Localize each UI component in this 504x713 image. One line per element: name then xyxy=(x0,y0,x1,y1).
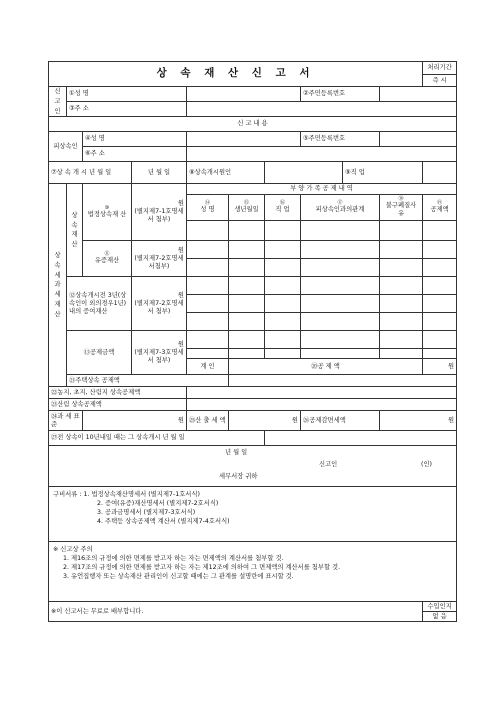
decedent-address-field[interactable] xyxy=(187,147,457,162)
forest-deduction-field[interactable] xyxy=(187,399,457,411)
deduction-amount-value[interactable]: 원 (별지제7-3호명세서 첨부) xyxy=(132,331,187,375)
dependent-cell[interactable] xyxy=(380,295,423,313)
dependent-cell[interactable] xyxy=(423,277,457,295)
legacy-estate-value[interactable]: 원 (별지제7-2호명세서첨부) xyxy=(132,241,187,277)
prior-inheritance-field[interactable] xyxy=(265,431,457,446)
dependent-cell[interactable] xyxy=(265,331,301,349)
dependent-cell[interactable] xyxy=(380,349,423,359)
deduction-amount-label: ⑬공제금액 xyxy=(67,331,132,375)
dependent-cell[interactable] xyxy=(301,221,380,241)
prior-inheritance-label: ㉗전 상속이 10년내일 때는 그 상속개시 년 월 일 xyxy=(49,431,265,446)
dependent-cell[interactable] xyxy=(423,241,457,259)
start-cause-label: ⑧상속개시원인 xyxy=(187,162,265,184)
forest-deduction-label: ㉓산림 상속공제액 xyxy=(49,399,187,411)
seal-mark[interactable]: (인) xyxy=(421,461,432,469)
dependent-cell[interactable] xyxy=(229,241,265,259)
revenue-stamp-value: 없 음 xyxy=(423,612,457,622)
dependent-cell[interactable] xyxy=(229,331,265,349)
attachments-section xyxy=(49,487,457,542)
note-item: 2. 제17조의 규정에 의한 면제를 받고자 하는 자는 제12조에 의하여 그 면제액의 계산서를 첨부할 것. xyxy=(63,563,341,571)
report-date[interactable]: 년 월 일 xyxy=(225,449,248,457)
dependent-cell[interactable] xyxy=(301,277,380,295)
start-date-field[interactable]: 년 월 일 xyxy=(132,162,187,184)
dependent-cell[interactable] xyxy=(301,313,380,331)
decedent-name-field[interactable] xyxy=(187,132,301,147)
dependent-cell[interactable] xyxy=(265,277,301,295)
dependent-cell[interactable] xyxy=(423,295,457,313)
inheritance-report-form xyxy=(48,61,456,622)
dependent-cell[interactable] xyxy=(187,259,229,277)
reporter-name-field[interactable] xyxy=(187,87,301,102)
dependent-cell[interactable] xyxy=(265,295,301,313)
housing-deduction-label: ㉑주택상속 공제액 xyxy=(67,375,229,387)
dependent-cell[interactable] xyxy=(229,259,265,277)
processing-period-label: 처리기간 xyxy=(423,62,457,75)
dependent-cell[interactable] xyxy=(187,313,229,331)
tax-base-label: ㉔과 세 표 준 xyxy=(49,411,83,431)
tax-amount-value[interactable]: 원 xyxy=(229,411,301,431)
dependents-total-count: 계 인 xyxy=(187,359,229,375)
form-table xyxy=(48,61,457,622)
reporter-rrn-field[interactable] xyxy=(380,87,457,102)
job-field[interactable] xyxy=(423,162,457,184)
free-distribution-note: ※이 신고서는 무료로 배부합니다. xyxy=(49,602,423,622)
tax-amount-label: ㉕산 출 세 액 xyxy=(187,411,229,431)
dependent-cell[interactable] xyxy=(301,331,380,349)
notes-label: ※ 신고상 주의 xyxy=(53,546,93,554)
dependent-cell[interactable] xyxy=(229,349,265,359)
dependent-cell[interactable] xyxy=(301,241,380,259)
estate-label: 상속재산 xyxy=(67,184,83,277)
dependents-col-name: ⑭ 성 명 xyxy=(187,195,229,221)
farmland-deduction-field[interactable] xyxy=(187,387,457,399)
dependent-cell[interactable] xyxy=(423,259,457,277)
dependent-cell[interactable] xyxy=(187,221,229,241)
dependent-cell[interactable] xyxy=(423,221,457,241)
dependent-cell[interactable] xyxy=(265,259,301,277)
dependent-cell[interactable] xyxy=(187,331,229,349)
dependent-cell[interactable] xyxy=(187,295,229,313)
statutory-estate-label: ⑩ 법정상속재 산 xyxy=(83,184,132,241)
attachment-item: 4. 주택등 상속공제액 계산서 (별지제7-4호서식) xyxy=(97,517,230,525)
recipient-label: 세무서장 귀하 xyxy=(219,473,258,481)
dependents-col-relation: ⑰ 피상속인과의관계 xyxy=(301,195,380,221)
decedent-address-label: ⑥주 소 xyxy=(83,147,187,162)
dependent-cell[interactable] xyxy=(229,277,265,295)
dependent-cell[interactable] xyxy=(380,259,423,277)
dependent-cell[interactable] xyxy=(301,259,380,277)
dependent-cell[interactable] xyxy=(187,241,229,259)
dependent-cell[interactable] xyxy=(265,349,301,359)
dependents-total-deduction-value[interactable]: 원 xyxy=(423,359,457,375)
statutory-estate-value[interactable]: 원 (별지제7-1호명세서 첨부) xyxy=(132,184,187,241)
attachment-item: 3. 공과금명세서 (별지제7-3호서식) xyxy=(97,508,196,516)
reporter-address-label: ③주 소 xyxy=(67,102,187,117)
note-item: 1. 제16조의 규정에 의한 면제를 받고자 하는 자는 면제액의 계산서를 첨부할 것. xyxy=(63,555,284,563)
tax-reduction-value[interactable]: 원 xyxy=(380,411,457,431)
tax-reduction-label: ㉖공제감면세액 xyxy=(301,411,380,431)
report-content-header: 신 고 내 용 xyxy=(49,117,457,132)
decedent-label: 피상속인 xyxy=(49,132,83,162)
dependents-total-deduction-label: ⑳공 제 액 xyxy=(229,359,423,375)
farmland-deduction-label: ㉒농지, 초지, 산림지 상속공제액 xyxy=(49,387,187,399)
dependent-cell[interactable] xyxy=(423,331,457,349)
dependent-cell[interactable] xyxy=(380,331,423,349)
reporter-name-label: ①성 명 xyxy=(67,87,187,102)
attachment-item: 2. 증여(유증)재산명세서 (별지제7-2호서식) xyxy=(97,500,219,508)
signature-area xyxy=(49,446,457,487)
decedent-rrn-label: ⑤주민등록번호 xyxy=(301,132,380,147)
dependent-cell[interactable] xyxy=(380,313,423,331)
dependent-cell[interactable] xyxy=(301,295,380,313)
processing-period-value: 즉 시 xyxy=(423,75,457,87)
dependent-cell[interactable] xyxy=(265,313,301,331)
dependent-cell[interactable] xyxy=(380,221,423,241)
tax-base-value[interactable]: 원 xyxy=(83,411,187,431)
dependent-cell[interactable] xyxy=(265,221,301,241)
dependent-cell[interactable] xyxy=(423,349,457,359)
reporter-rrn-label: ②주민등록번호 xyxy=(301,87,380,102)
dependents-col-job: ⑯ 직 업 xyxy=(265,195,301,221)
housing-deduction-field[interactable] xyxy=(229,375,457,387)
reporter-sign-label: 신고인 xyxy=(319,461,338,469)
dependent-cell[interactable] xyxy=(380,241,423,259)
dependents-header: 부 양 가 족 공 제 내 역 xyxy=(187,184,457,195)
form-title: 상 속 재 산 신 고 서 xyxy=(49,62,423,87)
dependent-cell[interactable] xyxy=(229,313,265,331)
legacy-estate-label: ⑪ 유증재산 xyxy=(83,241,132,277)
gift-estate-value[interactable]: 원 (별지제7-2호명세서 첨부) xyxy=(132,277,187,331)
dependent-cell[interactable] xyxy=(301,349,380,359)
reporter-label: 신 고 인 xyxy=(49,87,67,117)
dependents-col-birthdate: ⑮ 생년월일 xyxy=(229,195,265,221)
dependent-cell[interactable] xyxy=(187,349,229,359)
dependent-cell[interactable] xyxy=(265,241,301,259)
dependent-cell[interactable] xyxy=(187,277,229,295)
dependent-cell[interactable] xyxy=(229,295,265,313)
start-date-label: ⑦상 속 개 시 년 월 일 xyxy=(49,162,132,184)
gift-estate-label: ⑫상속개시전 3년(상속인이 외의경우1년) 내의 증여재산 xyxy=(67,277,132,331)
dependents-col-disability: ⑱ 불구폐질사 유 xyxy=(380,195,423,221)
dependent-cell[interactable] xyxy=(229,221,265,241)
decedent-rrn-field[interactable] xyxy=(380,132,457,147)
job-label: ⑨직 업 xyxy=(343,162,423,184)
note-item: 3. 유언집행자 또는 상속재산 관리인이 신고할 때에는 그 관계를 설명란에 표시할 것. xyxy=(63,572,294,580)
dependent-cell[interactable] xyxy=(380,277,423,295)
start-cause-field[interactable] xyxy=(265,162,343,184)
reporter-address-field[interactable] xyxy=(187,102,457,117)
dependent-cell[interactable] xyxy=(423,313,457,331)
decedent-name-label: ④성 명 xyxy=(83,132,187,147)
taxable-estate-label: 상속세과세재산 xyxy=(49,184,67,387)
dependents-col-deduction: ⑲ 공제액 xyxy=(423,195,457,221)
attachments-label: 구비서류 : 1. 법정상속재산명세서 (별지제7-1호서식) xyxy=(53,491,200,499)
notes-section xyxy=(49,542,457,602)
revenue-stamp-label: 수입인지 xyxy=(423,602,457,612)
